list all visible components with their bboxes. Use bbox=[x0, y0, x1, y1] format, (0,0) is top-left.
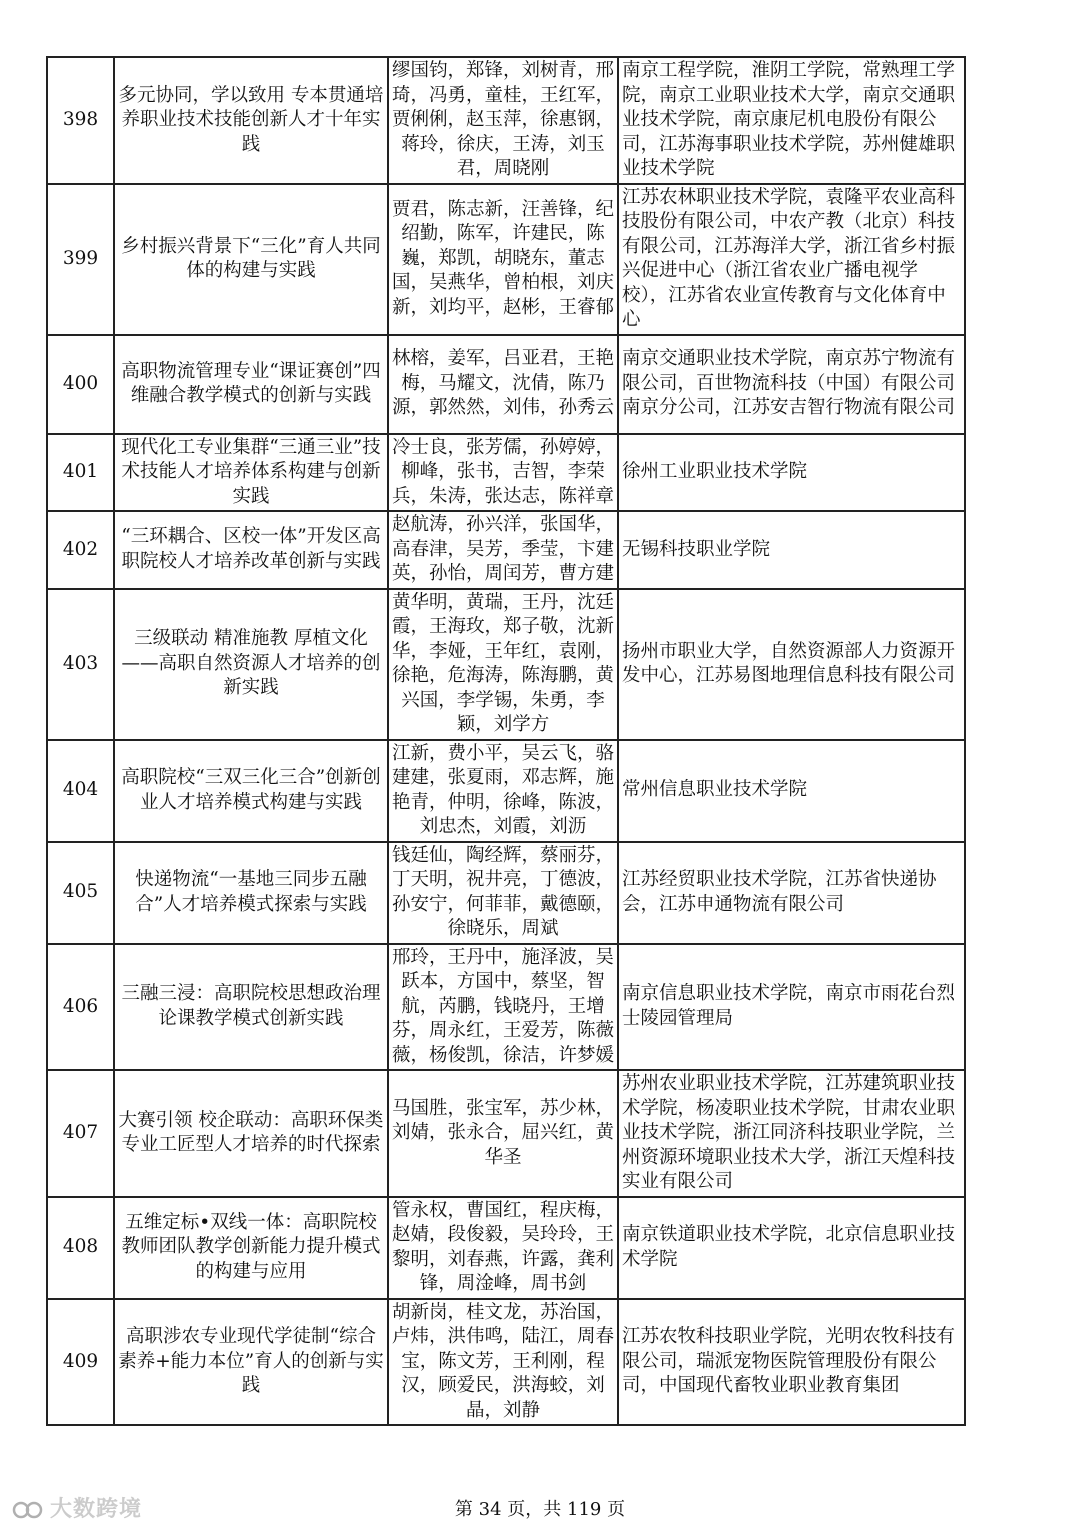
project-title: 高职涉农专业现代学徒制“综合素养+能力本位”育人的创新与实践 bbox=[114, 1299, 388, 1426]
team-members: 邢玲，王丹中，施泽波，吴跃本，方国中，蔡坚，智航，芮鹏，钱晓丹，王增芬，周永红，王爱芳，陈薇薇，杨俊凯，徐洁，许梦媛 bbox=[388, 944, 618, 1071]
awards-table bbox=[46, 56, 966, 1426]
team-members: 胡新岗，桂文龙，苏治国，卢炜，洪伟鸣，陆江，周春宝，陈文芳，王利刚，程汉，顾爱民，洪海蛟，刘晶，刘静 bbox=[388, 1299, 618, 1426]
table-row bbox=[47, 511, 965, 589]
project-title: 乡村振兴背景下“三化”育人共同体的构建与实践 bbox=[114, 184, 388, 335]
project-title: 现代化工专业集群“三通三业”技术技能人才培养体系构建与创新实践 bbox=[114, 434, 388, 512]
organizations: 无锡科技职业学院 bbox=[618, 511, 965, 589]
project-title: 三级联动 精准施教 厚植文化——高职自然资源人才培养的创新实践 bbox=[114, 589, 388, 740]
table-row bbox=[47, 944, 965, 1071]
table-row bbox=[47, 184, 965, 335]
row-number: 407 bbox=[47, 1070, 114, 1197]
table-row bbox=[47, 1070, 965, 1197]
organizations: 江苏农林职业技术学院，袁隆平农业高科技股份有限公司，中农产教（北京）科技有限公司，江苏海洋大学，浙江省乡村振兴促进中心（浙江省农业广播电视学校），江苏省农业宣传教育与文化体育中心 bbox=[618, 184, 965, 335]
organizations: 常州信息职业技术学院 bbox=[618, 740, 965, 842]
organizations: 南京信息职业技术学院，南京市雨花台烈士陵园管理局 bbox=[618, 944, 965, 1071]
organizations: 南京铁道职业技术学院，北京信息职业技术学院 bbox=[618, 1197, 965, 1299]
row-number: 406 bbox=[47, 944, 114, 1071]
project-title: “三环耦合、区校一体”开发区高职院校人才培养改革创新与实践 bbox=[114, 511, 388, 589]
row-number: 403 bbox=[47, 589, 114, 740]
team-members: 赵航涛，孙兴洋，张国华，高春津，吴芳，季莹，卞建英，孙怡，周闰芳，曹方建 bbox=[388, 511, 618, 589]
project-title: 三融三浸：高职院校思想政治理论课教学模式创新实践 bbox=[114, 944, 388, 1071]
table-row bbox=[47, 335, 965, 434]
team-members: 钱廷仙，陶经辉，蔡丽芬，丁天明，祝井亮，丁德波，孙安宁，何菲菲，戴德颐，徐晓乐，周斌 bbox=[388, 842, 618, 944]
row-number: 399 bbox=[47, 184, 114, 335]
project-title: 多元协同，学以致用 专本贯通培养职业技术技能创新人才十年实践 bbox=[114, 57, 388, 184]
row-number: 409 bbox=[47, 1299, 114, 1426]
team-members: 冷士良，张芳儒，孙婷婷，柳峰，张书，吉智，李荣兵，朱涛，张达志，陈祥章 bbox=[388, 434, 618, 512]
team-members: 贾君，陈志新，汪善锋，纪绍勤，陈军，许建民，陈巍，郑凯，胡晓东，董志国，吴燕华，曾柏根，刘庆新，刘均平，赵彬，王睿郁 bbox=[388, 184, 618, 335]
awards-table-body bbox=[47, 57, 965, 1425]
organizations: 苏州农业职业技术学院，江苏建筑职业技术学院，杨凌职业技术学院，甘肃农业职业技术学院，浙江同济科技职业学院，兰州资源环境职业技术大学，浙江天煌科技实业有限公司 bbox=[618, 1070, 965, 1197]
watermark-text: 大数跨境 bbox=[50, 1497, 143, 1522]
table-row bbox=[47, 740, 965, 842]
table-row bbox=[47, 434, 965, 512]
page-footer: 第 34 页，共 119 页 bbox=[454, 1499, 626, 1520]
project-title: 高职物流管理专业“课证赛创”四维融合教学模式的创新与实践 bbox=[114, 335, 388, 434]
project-title: 高职院校“三双三化三合”创新创业人才培养模式构建与实践 bbox=[114, 740, 388, 842]
team-members: 黄华明，黄瑞，王丹，沈廷霞，王海玫，郑子敬，沈新华，李娅，王年红，袁刚，徐艳，危海涛，陈海鹏，黄兴国，李学锡，朱勇，李颖，刘学方 bbox=[388, 589, 618, 740]
team-members: 缪国钧，郑锋，刘树青，邢琦，冯勇，童桂，王红军，贾俐俐，赵玉萍，徐惠钢，蒋玲，徐庆，王涛，刘玉君，周晓刚 bbox=[388, 57, 618, 184]
row-number: 398 bbox=[47, 57, 114, 184]
team-members: 林榕，姜军，吕亚君，王艳梅，马耀文，沈倩，陈乃源，郭然然，刘伟，孙秀云 bbox=[388, 335, 618, 434]
table-row bbox=[47, 842, 965, 944]
team-members: 江新，费小平，吴云飞，骆建建，张夏雨，邓志辉，施艳青，仲明，徐峰，陈波，刘忠杰，刘霞，刘沥 bbox=[388, 740, 618, 842]
team-members: 马国胜，张宝军，苏少林，刘婧，张永合，屈兴红，黄华圣 bbox=[388, 1070, 618, 1197]
table-row bbox=[47, 1197, 965, 1299]
project-title: 快递物流“一基地三同步五融合”人才培养模式探索与实践 bbox=[114, 842, 388, 944]
row-number: 402 bbox=[47, 511, 114, 589]
project-title: 大赛引领 校企联动：高职环保类专业工匠型人才培养的时代探索 bbox=[114, 1070, 388, 1197]
organizations: 江苏农牧科技职业学院，光明农牧科技有限公司，瑞派宠物医院管理股份有限公司，中国现代畜牧业职业教育集团 bbox=[618, 1299, 965, 1426]
organizations: 南京工程学院，淮阴工学院，常熟理工学院，南京工业职业技术大学，南京交通职业技术学院，南京康尼机电股份有限公司，江苏海事职业技术学院，苏州健雄职业技术学院 bbox=[618, 57, 965, 184]
organizations: 江苏经贸职业技术学院，江苏省快递协会，江苏申通物流有限公司 bbox=[618, 842, 965, 944]
row-number: 404 bbox=[47, 740, 114, 842]
row-number: 405 bbox=[47, 842, 114, 944]
table-row bbox=[47, 57, 965, 184]
team-members: 管永权，曹国红，程庆梅，赵婧，段俊毅，吴玲玲，王黎明，刘春燕，许露，龚利锋，周淦峰，周书剑 bbox=[388, 1197, 618, 1299]
organizations: 南京交通职业技术学院，南京苏宁物流有限公司，百世物流科技（中国）有限公司南京分公司，江苏安吉智行物流有限公司 bbox=[618, 335, 965, 434]
row-number: 408 bbox=[47, 1197, 114, 1299]
row-number: 401 bbox=[47, 434, 114, 512]
row-number: 400 bbox=[47, 335, 114, 434]
organizations: 徐州工业职业技术学院 bbox=[618, 434, 965, 512]
organizations: 扬州市职业大学，自然资源部人力资源开发中心，江苏易图地理信息科技有限公司 bbox=[618, 589, 965, 740]
table-row bbox=[47, 1299, 965, 1426]
table-row bbox=[47, 589, 965, 740]
project-title: 五维定标•双线一体：高职院校教师团队教学创新能力提升模式的构建与应用 bbox=[114, 1197, 388, 1299]
